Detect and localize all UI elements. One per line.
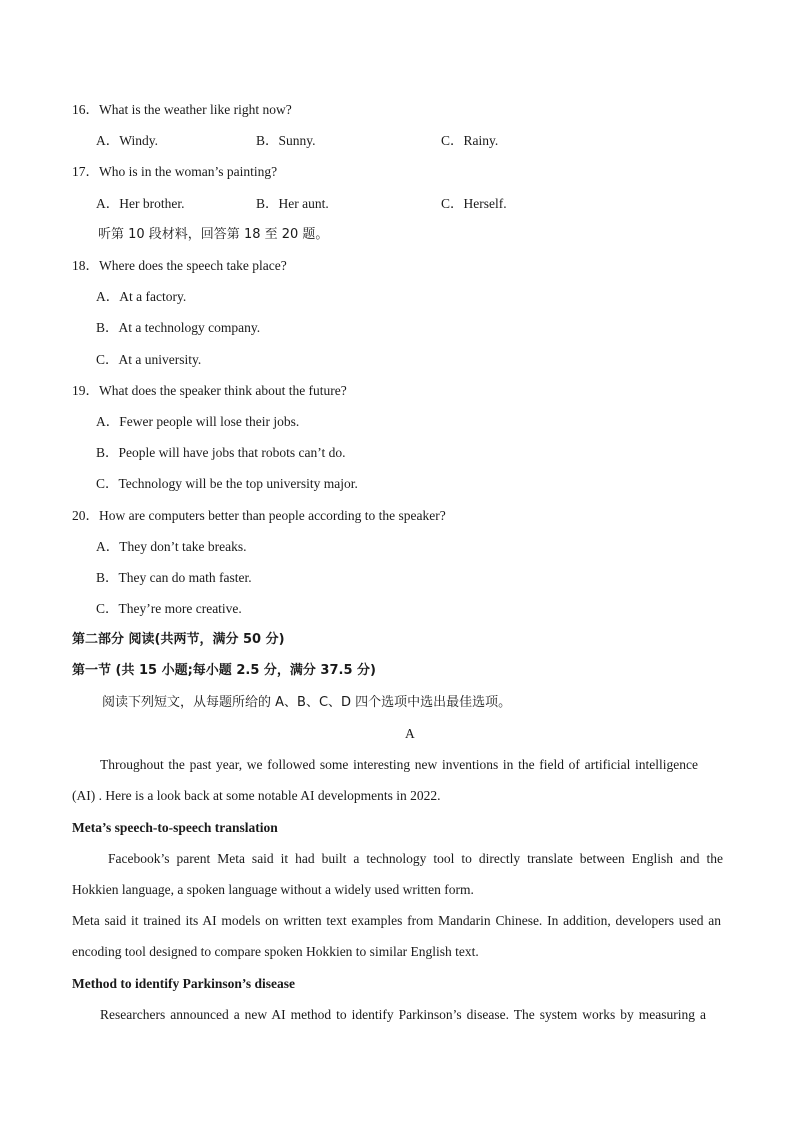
question-18-option-a: A．At a factory. [96,289,187,304]
question-16-stem: 16．What is the weather like right now? [72,102,292,117]
paragraph-1-line-1: Facebook’s parent Meta said it had built a technology tool to directly translate between English and the [108,851,723,866]
question-18-option-b: B．At a technology company. [96,320,261,335]
question-18-option-c: C．At a university. [96,352,202,367]
question-17-stem: 17．Who is in the woman’s painting? [72,164,278,179]
section-one-title: 第一节 (共 15 小题;每小题 2.5 分，满分 37.5 分) [72,663,376,678]
intro-line-1: Throughout the past year, we followed some interesting new inventions in the field of artificial intelligence [100,757,698,772]
question-20-stem: 20．How are computers better than people according to the speaker? [72,508,446,523]
question-20-option-b: B．They can do math faster. [96,570,252,585]
question-20-option-a: A．They don’t take breaks. [96,539,247,554]
question-19-option-b: B．People will have jobs that robots can’t do. [96,445,346,460]
question-19-stem: 19．What does the speaker think about the future? [72,383,347,398]
question-18-stem: 18．Where does the speech take place? [72,258,287,273]
passage-label: A [405,726,415,741]
question-16-option-a: A．Windy. [96,133,158,148]
paragraph-2-line-1: Meta said it trained its AI models on written text examples from Mandarin Chinese. In addition, developers used an [72,913,721,928]
reading-instruction: 阅读下列短文，从每题所给的 A、B、C、D 四个选项中选出最佳选项。 [102,695,512,710]
paragraph-2-line-2: encoding tool designed to compare spoken Hokkien to similar English text. [72,944,479,959]
question-19-option-a: A．Fewer people will lose their jobs. [96,414,300,429]
listening-instruction-10: 听第 10 段材料，回答第 18 至 20 题。 [98,227,329,242]
intro-line-2: (AI) . Here is a look back at some notable AI developments in 2022. [72,788,441,803]
question-17-option-a: A．Her brother. [96,196,185,211]
question-20-option-c: C．They’re more creative. [96,601,242,616]
paragraph-3-line-1: Researchers announced a new AI method to identify Parkinson’s disease. The system works by measuring a [100,1007,706,1022]
part-two-title: 第二部分 阅读(共两节，满分 50 分) [72,632,285,647]
question-19-option-c: C．Technology will be the top university major. [96,476,358,491]
question-16-option-b: B．Sunny. [256,133,316,148]
question-16-option-c: C．Rainy. [441,133,499,148]
question-17-option-c: C．Herself. [441,196,507,211]
heading-parkinsons: Method to identify Parkinson’s disease [72,976,296,991]
paragraph-1-line-2: Hokkien language, a spoken language without a widely used written form. [72,882,474,897]
heading-meta-translation: Meta’s speech-to-speech translation [72,820,278,835]
question-17-option-b: B．Her aunt. [256,196,329,211]
